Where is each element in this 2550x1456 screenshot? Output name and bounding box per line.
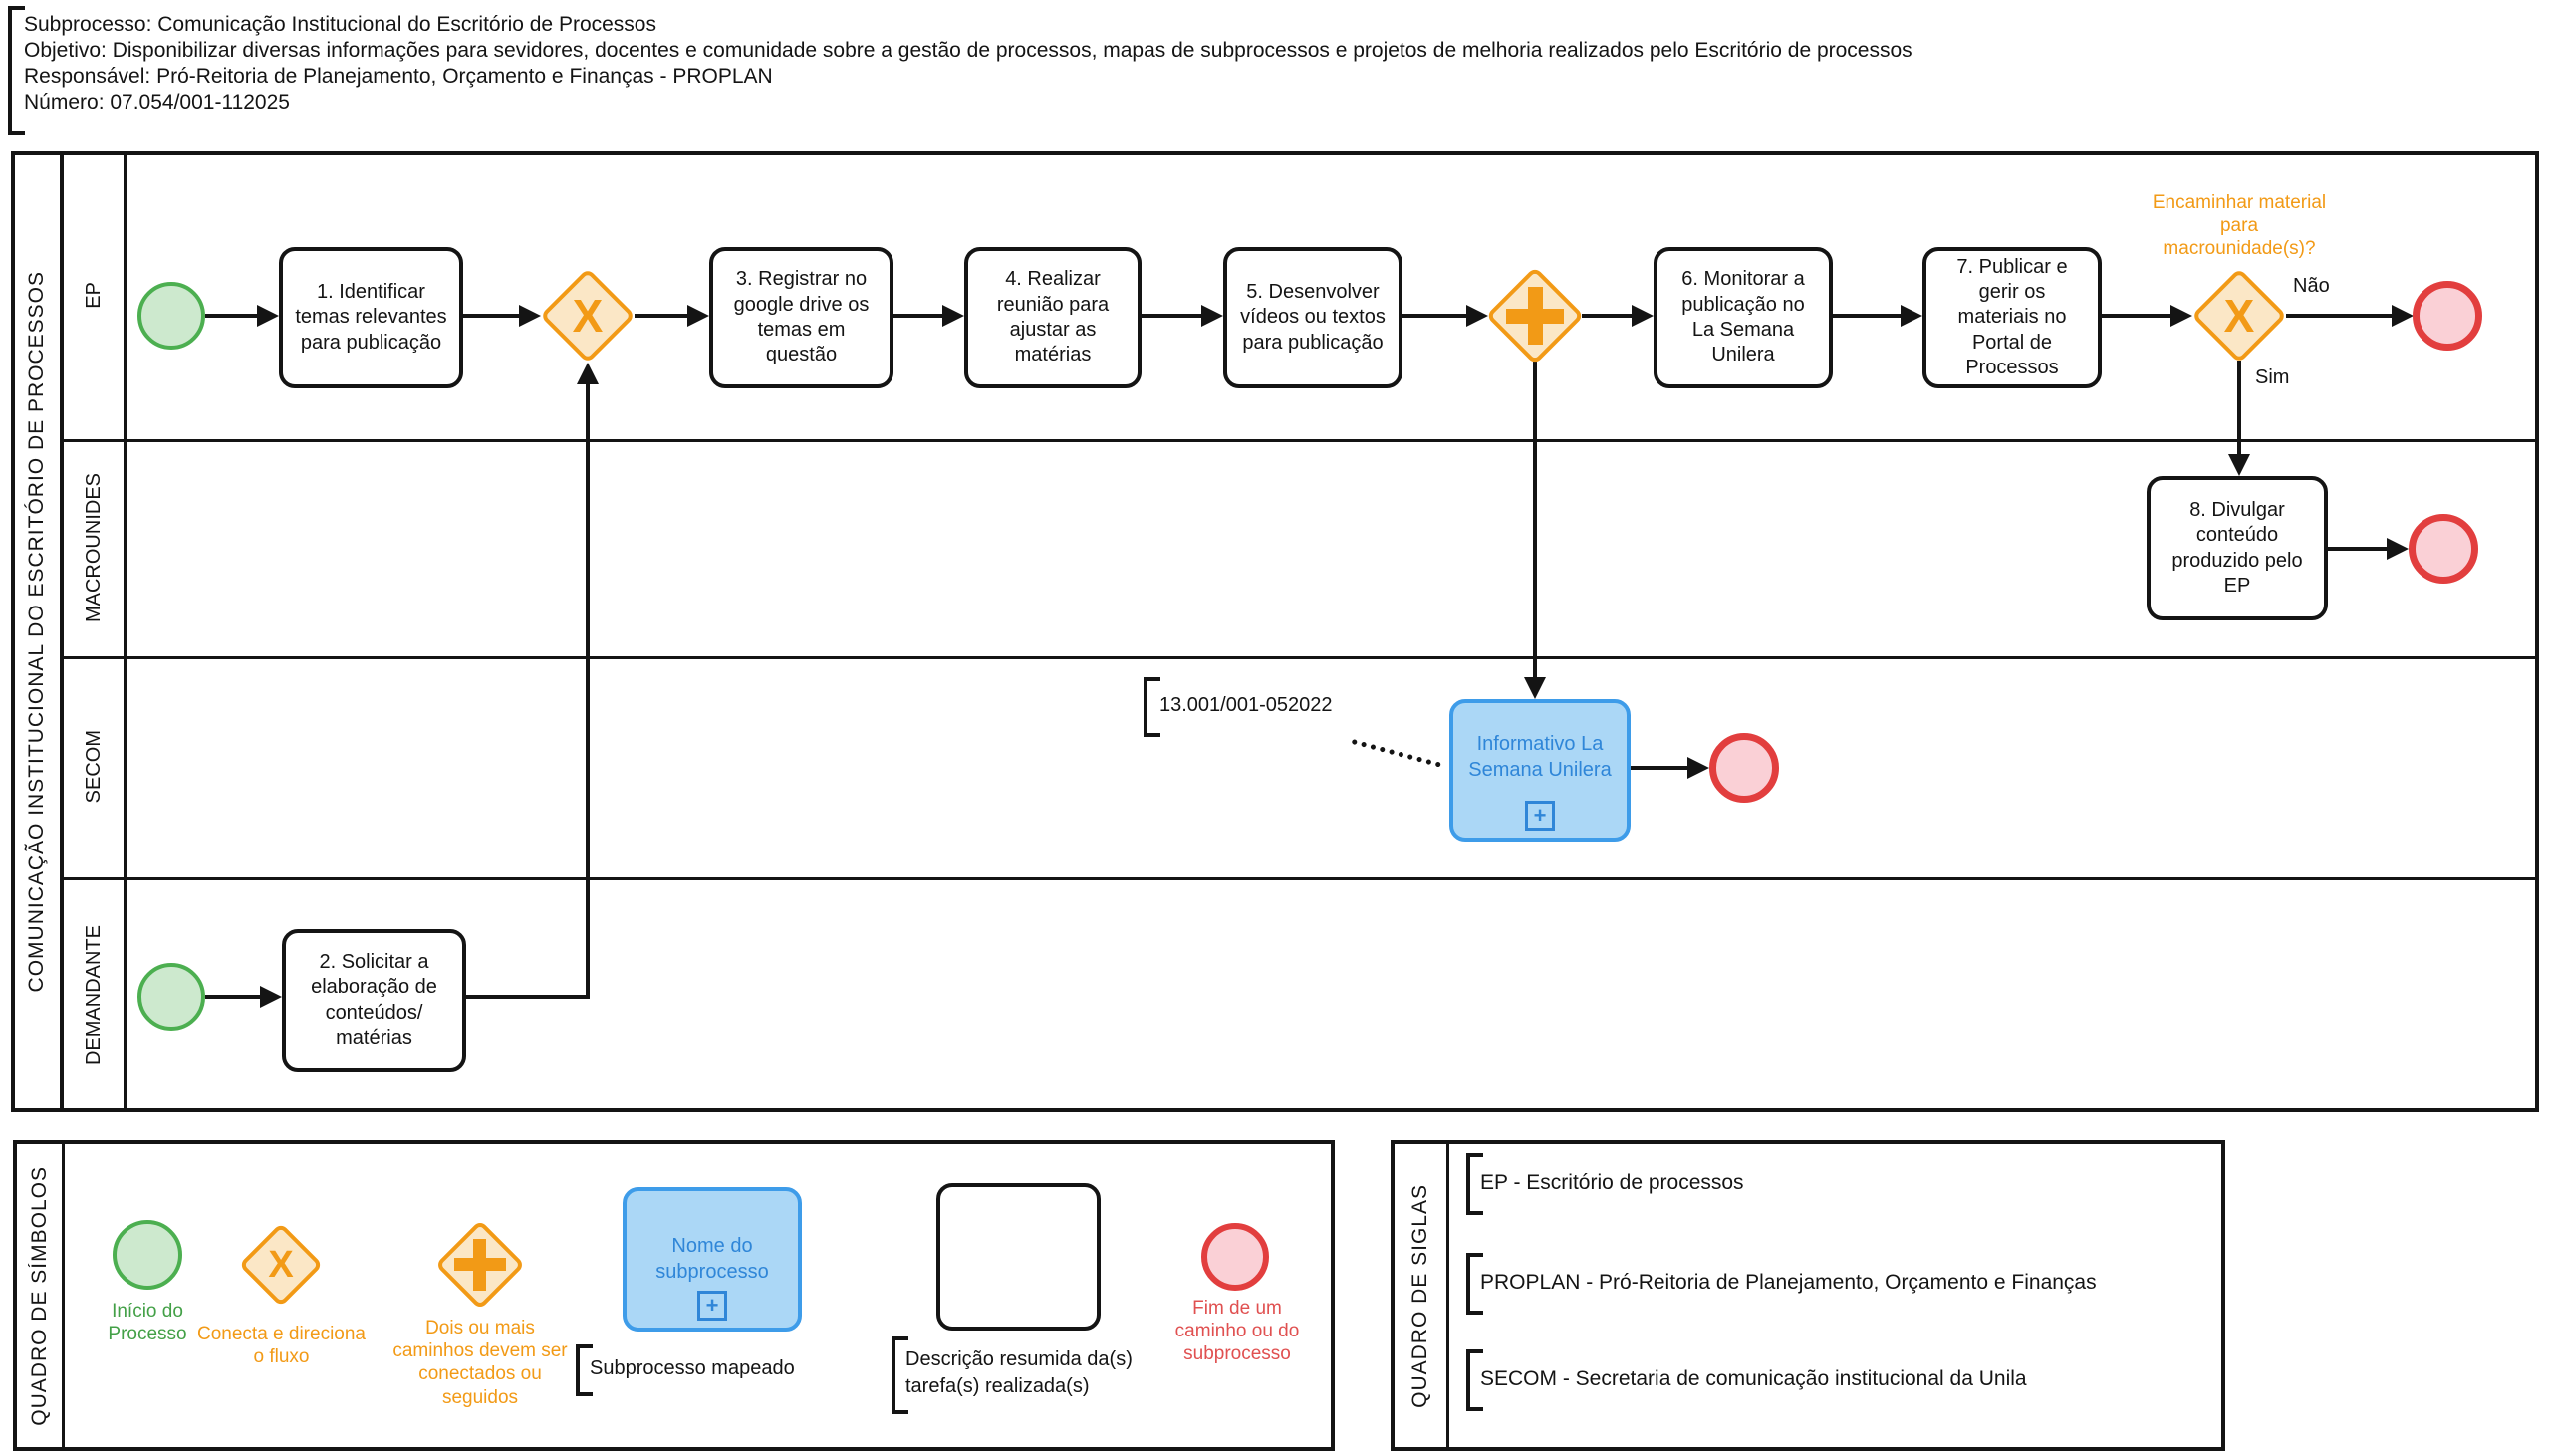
legend-task-caption: Descrição resumida da(s) tarefa(s) realizada(s) [905, 1348, 1133, 1397]
sequence-flow [893, 314, 944, 318]
lane-label-secom: SECOM [82, 730, 105, 804]
start-event-demandante [137, 963, 205, 1031]
task-6 [1654, 247, 1833, 388]
legend-xor-caption: Conecta e direciona o fluxo [197, 1324, 366, 1368]
legend-end-event [1201, 1223, 1269, 1291]
sequence-flow [635, 314, 689, 318]
lane-divider-ep-macrounides [60, 439, 2539, 442]
parallel-gateway-marker [1528, 287, 1543, 345]
legend-start-event [113, 1220, 182, 1290]
legend-subprocess-caption: Subprocesso mapeado [590, 1357, 795, 1379]
subprocess-label: Informativo La Semana Unilera [1468, 733, 1612, 781]
legend-and-caption: Dois ou mais caminhos devem ser conectados ou seguidos [392, 1318, 568, 1408]
end-event-macrounides [2409, 514, 2478, 584]
lane-label-ep: EP [82, 282, 105, 309]
sequence-flow-nao [2286, 314, 2394, 318]
sequence-flow-arrowhead [942, 305, 964, 327]
sequence-flow [1833, 314, 1903, 318]
symbols-legend-title: QUADRO DE SÍMBOLOS [17, 1144, 65, 1447]
sequence-flow-arrowhead [1201, 305, 1223, 327]
sequence-flow [1142, 314, 1203, 318]
sequence-flow [205, 314, 261, 318]
sequence-flow [1582, 314, 1634, 318]
legend-subprocess-name: Nome do subprocesso [655, 1235, 769, 1283]
legend-parallel-marker [473, 1239, 486, 1291]
lane-divider-macrounides-secom [60, 656, 2539, 659]
sequence-flow [1631, 766, 1689, 770]
header-number-line: Número: 07.054/001-112025 [24, 91, 290, 114]
acronyms-legend-title: QUADRO DE SIGLAS [1395, 1144, 1449, 1447]
legend-subprocess-plus-icon: + [697, 1291, 727, 1321]
lane-label-macrounides: MACROUNIDES [82, 472, 105, 622]
sequence-flow-arrowhead [519, 305, 541, 327]
task-3 [709, 247, 893, 388]
task-8 [2147, 476, 2328, 620]
task-5-label: 5. Desenvolver vídeos ou textos para publicação [1240, 280, 1386, 354]
sequence-flow-arrowhead [257, 305, 279, 327]
task-4 [964, 247, 1142, 388]
acronym-proplan: PROPLAN - Pró-Reitoria de Planejamento, Orçamento e Finanças [1480, 1271, 2097, 1294]
sequence-flow-arrowhead [1901, 305, 1922, 327]
sequence-flow-to-subprocess [1533, 359, 1537, 679]
legend-end-caption: Fim de um caminho ou do subprocesso [1174, 1298, 1300, 1365]
subprocess-informativo [1449, 699, 1631, 842]
sequence-flow [205, 995, 262, 999]
sequence-flow [2102, 314, 2172, 318]
task-8-label: 8. Divulgar conteúdo produzido pelo EP [2171, 498, 2303, 597]
sequence-flow-elbow [586, 384, 590, 999]
sequence-flow-arrowhead [687, 305, 709, 327]
end-event-ep [2413, 281, 2482, 351]
sequence-flow-arrowhead [1524, 677, 1546, 699]
legend-start-caption: Início do Processo [108, 1301, 187, 1345]
sequence-flow-arrowhead [1687, 757, 1709, 779]
legend-exclusive-gateway-marker: X [268, 1243, 294, 1286]
sequence-flow [463, 314, 521, 318]
sequence-flow [2328, 547, 2389, 551]
task-7-label: 7. Publicar e gerir os materiais no Portal de Processos [1956, 255, 2068, 379]
lane-label-demandante: DEMANDANTE [82, 924, 105, 1065]
task-6-label: 6. Monitorar a publicação no La Semana Unilera [1681, 268, 1805, 366]
flow-label-sim: Sim [2255, 366, 2290, 388]
subprocess-plus-icon: + [1525, 801, 1555, 831]
task-4-label: 4. Realizar reunião para ajustar as matérias [996, 268, 1110, 366]
sequence-flow [1402, 314, 1468, 318]
task-3-label: 3. Registrar no google drive os temas em questão [733, 268, 870, 366]
exclusive-gateway-1-marker: X [572, 290, 604, 342]
sequence-flow-elbow [466, 995, 590, 999]
sequence-flow-arrowhead [260, 986, 282, 1008]
acronym-secom: SECOM - Secretaria de comunicação institucional da Unila [1480, 1367, 2027, 1390]
header-objective-line: Objetivo: Disponibilizar diversas informações para sevidores, docentes e comunidade sobre a gestão de processos, mapas de subprocessos e projetos de melhoria realizados pelo Escritório de processos [24, 39, 1912, 62]
sequence-flow-arrowhead [1466, 305, 1488, 327]
task-2-label: 2. Solicitar a elaboração de conteúdos/ matérias [311, 950, 437, 1049]
legend-task-box [936, 1183, 1101, 1331]
task-5 [1223, 247, 1402, 388]
gateway-question-label: Encaminhar material para macrounidade(s)? [2152, 192, 2327, 260]
lane-label-divider [124, 151, 127, 1112]
acronym-ep: EP - Escritório de processos [1480, 1171, 1744, 1194]
sequence-flow-arrowhead [2228, 454, 2250, 476]
sequence-flow-arrowhead [1632, 305, 1654, 327]
sequence-flow-sim [2237, 361, 2241, 456]
end-event-secom [1709, 733, 1779, 803]
lane-divider-secom-demandante [60, 877, 2539, 880]
header-subprocess-line: Subprocesso: Comunicação Institucional do Escritório de Processos [24, 13, 656, 36]
task-1-label: 1. Identificar temas relevantes para publicação [295, 280, 447, 354]
sequence-flow-arrowhead [2392, 305, 2414, 327]
annotation-text: 13.001/001-052022 [1159, 694, 1333, 716]
pool-title-text: COMUNICAÇÃO INSTITUCIONAL DO ESCRITÓRIO DE PROCESSOS [25, 271, 48, 993]
task-7 [1922, 247, 2102, 388]
task-2 [282, 929, 466, 1072]
sequence-flow-arrowhead [2170, 305, 2192, 327]
sequence-flow-arrowhead [577, 363, 599, 384]
task-1 [279, 247, 463, 388]
start-event-ep [137, 282, 205, 350]
exclusive-gateway-2-marker: X [2223, 290, 2255, 342]
legend-subprocess [623, 1187, 802, 1332]
flow-label-nao: Não [2293, 275, 2330, 297]
pool-title [11, 151, 63, 1112]
sequence-flow-arrowhead [2387, 538, 2409, 560]
header-responsible-line: Responsável: Pró-Reitoria de Planejamento, Orçamento e Finanças - PROPLAN [24, 65, 773, 88]
